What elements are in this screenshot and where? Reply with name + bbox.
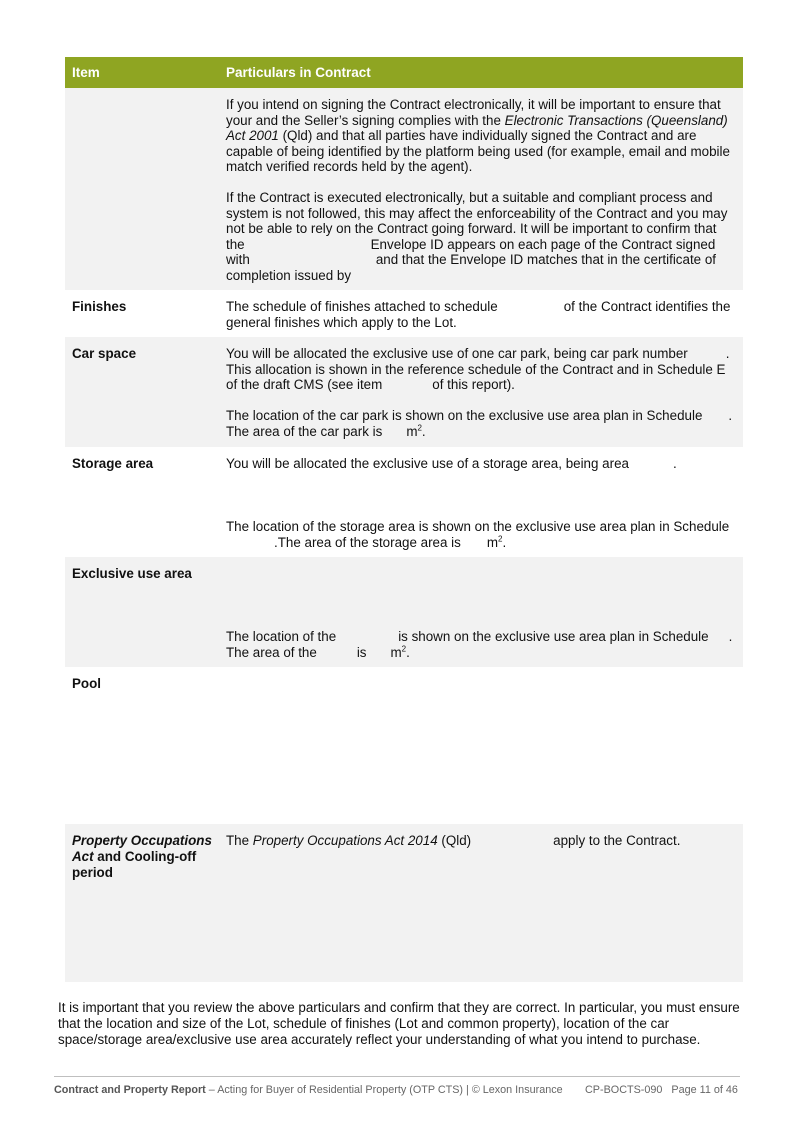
finishes-text: The schedule of finishes attached to schedule of the Contract identifies the general finishes which apply to the Lot. [226,299,731,330]
storage-paragraph-2: The location of the storage area is shown on the exclusive use area plan in Schedule.The area of the storage area is $m^2$. [226,519,730,550]
table-header [65,57,743,88]
exclusive-use-paragraph: The location of the is shown on the exclusive use area plan in Schedule . The area of the is $m^2$. [226,629,733,660]
car-space-label: Car space [72,346,137,361]
car-space-paragraph-1: You will be allocated the exclusive use of one car park, being car park number . This allocation is shown in the reference schedule of the Contract and in Schedule E of the draft CMS (see item of this report). [226,346,730,393]
table-row-property-occupations-act [65,824,743,982]
page-number: Page 11 of 46 [671,1084,738,1096]
poa-label: Property Occupations Act and Cooling-off period [72,833,212,880]
table-row-storage-area [65,447,743,557]
footer-subtitle: – Acting for Buyer of Residential Property (OTP CTS) | © Lexon Insurance [205,1084,563,1096]
header-item: Item [72,65,100,80]
table-row-electronic-signing [65,88,743,290]
footer-code: CP-BOCTS-090 [585,1084,663,1096]
table-row-car-space [65,337,743,447]
esign-paragraph-2: If the Contract is executed electronically, but a suitable and compliant process and system is not followed, this may affect the enforceability of the Contract and you may not be able to rely on the Contract going forward. It will be important to confirm that the Envelope ID appears on each page of the Contract signed with and that the Envelope ID matches that in the certificate of completion issued by [226,190,728,283]
table-row-finishes [65,290,743,337]
storage-area-label: Storage area [72,456,154,471]
footer-title: Contract and Property Report [54,1084,206,1096]
table-row-pool [65,667,743,824]
esign-paragraph-1: If you intend on signing the Contract electronically, it will be important to ensure that your and the Seller’s signing complies with the Electronic Transactions (Queensland) Act 2001 (Qld) and that all parties have individually signed the Contract and are capable of being identified by the platform being used (for example, email and mobile match verified records held by the agent). [226,97,730,175]
poa-text: The Property Occupations Act 2014 (Qld) apply to the Contract. [226,833,681,848]
finishes-label: Finishes [72,299,127,314]
footer-divider [54,1076,740,1077]
page-footer [54,1084,738,1096]
car-space-paragraph-2: The location of the car park is shown on the exclusive use area plan in Schedule . The area of the car park is $m^2$. [226,408,733,439]
storage-paragraph-1: You will be allocated the exclusive use of a storage area, being area . [226,456,677,471]
closing-paragraph: It is important that you review the above particulars and confirm that they are correct. In particular, you must ensure that the location and size of the Lot, schedule of finishes (Lot and common property), location of the car space/storage area/exclusive use area accurately reflect your understanding of what you intend to purchase. [58,1000,740,1048]
pool-label: Pool [72,676,102,691]
footer-right [585,1084,738,1096]
header-particulars: Particulars in Contract [226,65,371,80]
exclusive-use-label: Exclusive use area [72,566,192,581]
table-row-exclusive-use-area [65,557,743,667]
